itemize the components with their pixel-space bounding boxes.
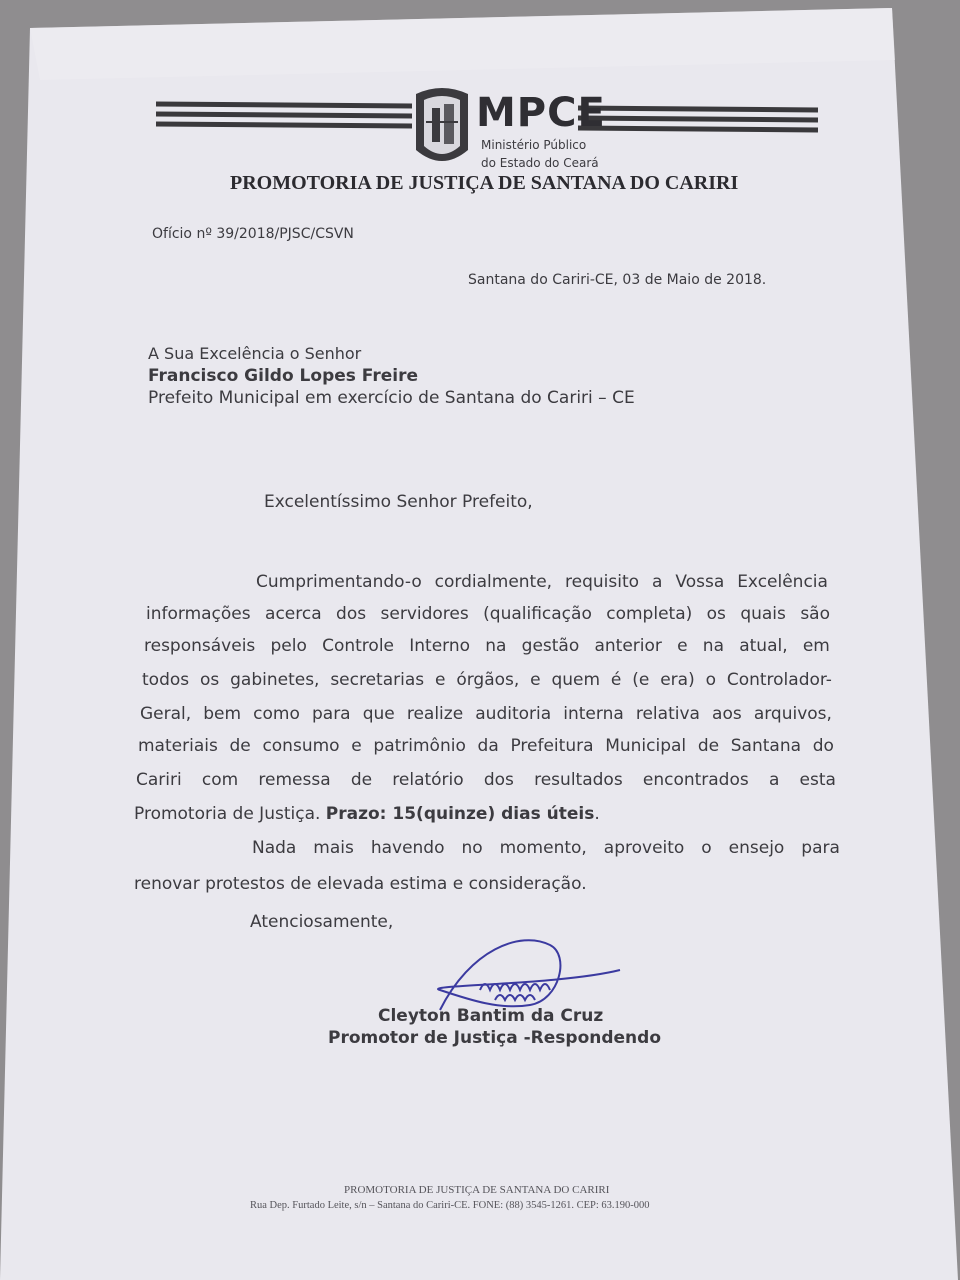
body-last-plain: Promotoria de Justiça. (134, 804, 326, 824)
closing-line-last: renovar protestos de elevada estima e consideração. (134, 874, 587, 894)
word: esta (799, 770, 836, 790)
word: quais (740, 604, 786, 624)
word: secretarias (330, 670, 425, 690)
word: gabinetes, (230, 670, 320, 690)
word: Interno (409, 636, 471, 656)
footer-office: PROMOTORIA DE JUSTIÇA DE SANTANA DO CARIRI (344, 1184, 610, 1196)
word: remessa (258, 770, 331, 790)
recipient-role: Prefeito Municipal em exercício de Santana do Cariri – CE (148, 388, 635, 408)
word: momento, (499, 838, 587, 858)
closing-line (252, 838, 840, 858)
body-line-last (134, 804, 600, 824)
word: interna (563, 704, 624, 724)
recipient-title: A Sua Excelência o Senhor (148, 344, 362, 363)
word: a (768, 770, 780, 790)
word: do (812, 736, 834, 756)
word: órgãos, (456, 670, 520, 690)
letter-reference: Ofício nº 39/2018/PJSC/CSVN (152, 226, 354, 242)
word: anterior (594, 636, 662, 656)
word: requisito (565, 572, 640, 592)
deadline-text: Prazo: 15(quinze) dias úteis (325, 804, 595, 824)
word: (e (632, 670, 650, 690)
word: ensejo (728, 838, 785, 858)
brand-logo-text: MPCE (476, 90, 606, 136)
body-line (142, 670, 832, 690)
word: consumo (262, 736, 340, 756)
word: são (800, 604, 830, 624)
word: os (706, 604, 726, 624)
word: de (229, 736, 251, 756)
word: Santana (730, 736, 802, 756)
word: e (351, 736, 362, 756)
brand-subtitle-1: Ministério Público (481, 138, 587, 152)
word: bem (203, 704, 242, 724)
word: dos (483, 770, 514, 790)
word: Prefeitura (510, 736, 594, 756)
word: mais (313, 838, 354, 858)
salutation: Excelentíssimo Senhor Prefeito, (264, 492, 533, 512)
body-line (140, 704, 832, 724)
word: aproveito (603, 838, 685, 858)
recipient-name: Francisco Gildo Lopes Freire (148, 366, 418, 386)
body-line (136, 770, 836, 790)
word: era) (660, 670, 695, 690)
word: Controle (322, 636, 395, 656)
word: completa) (606, 604, 693, 624)
word: acerca (265, 604, 322, 624)
footer-address: Rua Dep. Furtado Leite, s/n – Santana do Cariri-CE. FONE: (88) 3545-1261. CEP: 63.190-000 (250, 1200, 650, 1211)
word: dos (336, 604, 367, 624)
word: atual, (739, 636, 788, 656)
word: de (350, 770, 373, 790)
word: Geral, (140, 704, 192, 724)
word: relatório (392, 770, 464, 790)
word: informações (146, 604, 251, 624)
word: de (697, 736, 720, 756)
word: na (702, 636, 724, 656)
body-last-end: . (594, 804, 600, 824)
word: Excelência (737, 572, 828, 592)
word: aos (712, 704, 742, 724)
word: resultados (534, 770, 623, 790)
word: relativa (635, 704, 700, 724)
word: havendo (370, 838, 445, 858)
word: e (677, 636, 688, 656)
body-line (144, 636, 830, 656)
word: os (199, 670, 220, 690)
word: quem (551, 670, 601, 690)
letter-place-date: Santana do Cariri-CE, 03 de Maio de 2018. (468, 272, 767, 288)
brand-subtitle-2: do Estado do Ceará (481, 156, 599, 170)
body-line (256, 572, 828, 592)
word: patrimônio (373, 736, 466, 756)
word: arquivos, (753, 704, 832, 724)
word: encontrados (642, 770, 749, 790)
word: e (530, 670, 541, 690)
word: todos (142, 670, 190, 690)
office-name: PROMOTORIA DE JUSTIÇA DE SANTANA DO CARIRI (230, 172, 739, 194)
signer-role: Promotor de Justiça -Respondendo (328, 1028, 662, 1048)
word: auditoria (475, 704, 552, 724)
word: que (362, 704, 395, 724)
word: gestão (521, 636, 580, 656)
word: com (201, 770, 239, 790)
word: em (802, 636, 830, 656)
body-line (138, 736, 834, 756)
word: como (253, 704, 300, 724)
word: Controlador- (726, 670, 832, 690)
body-line (146, 604, 830, 624)
word: na (485, 636, 507, 656)
word: (qualificação (483, 604, 592, 624)
word: é (610, 670, 622, 690)
word: Vossa (675, 572, 725, 592)
word: Cariri (136, 770, 182, 790)
word: pelo (270, 636, 307, 656)
word: responsáveis (144, 636, 256, 656)
word: materiais (138, 736, 218, 756)
signer-name: Cleyton Bantim da Cruz (378, 1006, 604, 1026)
word: realize (406, 704, 464, 724)
word: servidores (380, 604, 469, 624)
word: cordialmente, (434, 572, 553, 592)
word: da (477, 736, 499, 756)
mpce-emblem-icon (416, 88, 468, 161)
word: Nada (252, 838, 297, 858)
word: o (705, 670, 716, 690)
word: o (701, 838, 712, 858)
word: a (652, 572, 663, 592)
word: para (311, 704, 351, 724)
word: Cumprimentando-o (256, 572, 422, 592)
word: para (801, 838, 840, 858)
word: Municipal (605, 736, 687, 756)
sign-off: Atenciosamente, (250, 912, 394, 932)
word: e (434, 670, 446, 690)
word: no (461, 838, 483, 858)
